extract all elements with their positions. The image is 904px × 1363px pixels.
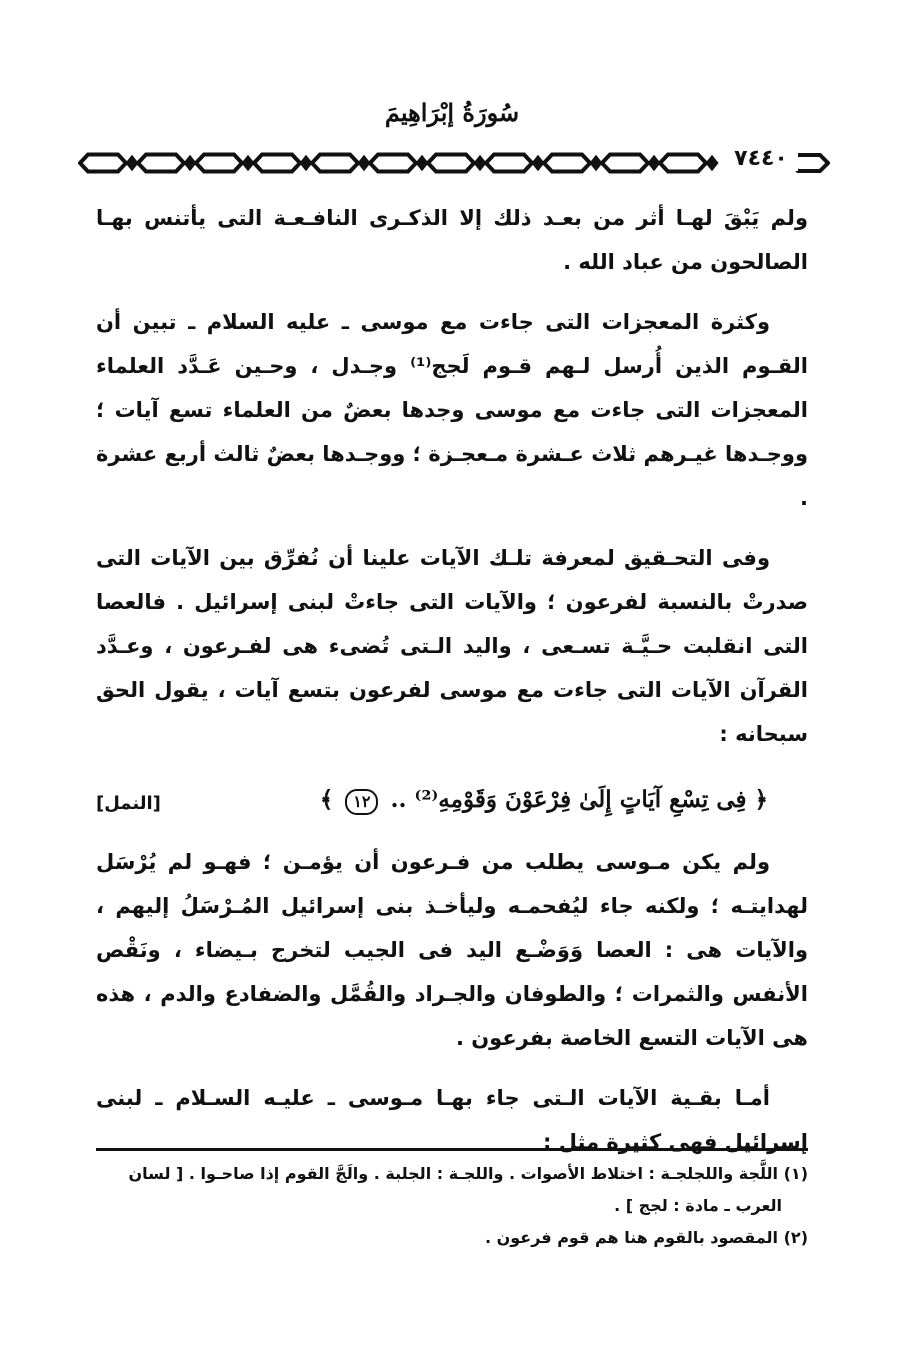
- ornament-diamond: [360, 158, 368, 168]
- ornament-link: [370, 155, 416, 172]
- ornament-diamond: [592, 158, 600, 168]
- ornament-diamond: [534, 158, 542, 168]
- verse-close: ﴾: [319, 786, 342, 813]
- verse-reference: [النمل]: [96, 793, 161, 814]
- ornament-diamond: [650, 158, 658, 168]
- ornament-link: [660, 155, 706, 172]
- footnotes: [96, 1158, 808, 1254]
- quran-verse-line: [96, 772, 808, 828]
- ornament-link: [254, 155, 300, 172]
- footnote-1-continued: العرب ـ مادة : لجج ] .: [614, 1196, 782, 1215]
- ornament-link: [486, 155, 532, 172]
- paragraph-1: ولم يَبْقَ لهـا أثر من بعـد ذلك إلا الذكـرى النافـعـة التى يأتنس بهـا الصالحون من عباد الله .: [96, 206, 808, 274]
- ornament-border: [78, 150, 830, 176]
- ornament-diamond: [708, 158, 716, 168]
- ayah-number: ١٢: [345, 789, 378, 815]
- ornament-diamond: [186, 158, 194, 168]
- paragraph-2: وكثرة المعجزات التى جاءت مع موسى ـ عليه السلام ـ تبين أن القـوم الذين أُرسل لـهم قـوم لَجج⁽¹⁾ وجـدل ، وحـين عَـدَّد العلماء المعجزات التى جاءت مع موسى وجدها بعضٌ من العلماء تسع آيات ؛ ووجـدها غيـرهم ثلاث عـشرة مـعجـزة ؛ ووجـدها بعضٌ ثالث أربع عشرة .: [96, 310, 808, 510]
- ornament-link: [312, 155, 358, 172]
- ornament-link: [428, 155, 474, 172]
- footnote-divider: [96, 1148, 808, 1151]
- footnote-2: (٢) المقصود بالقوم هنا هم قوم فرعون .: [484, 1228, 808, 1247]
- ornament-link: [602, 155, 648, 172]
- ornament-diamond: [476, 158, 484, 168]
- ornament-link: [196, 155, 242, 172]
- paragraph-4: ولم يكن مـوسى يطلب من فـرعون أن يؤمـن ؛ فهـو لم يُرْسَل لهدايتـه ؛ ولكنه جاء ليُفحمـه وليأخـذ بنى إسرائيل المُـرْسَلُ إليهم ، والآيات هى : العصا وَوَضْـع اليد فى الجيب لتخرج بـيضاء ، ونَقْص الأنفس والثمرات ؛ والطوفان والجـراد والقُمَّل والضفادع والدم ، هذه هى الآيات التسع الخاصة بفرعون .: [96, 850, 808, 1050]
- ornament-link: [544, 155, 590, 172]
- ornament-link: [80, 155, 126, 172]
- footnote-1: (١) اللَّجة واللجلجـة : اختلاط الأصوات . واللجـة : الجلبة . والَجَّ القوم إذا صاحـوا . [ لسان: [128, 1164, 808, 1183]
- ornament-diamond: [244, 158, 252, 168]
- paragraph-5: أمـا بقـية الآيات الـتى جاء بهـا مـوسى ـ عليـه السـلام ـ لبنى إسرائيل فهى كثيرة مثل :: [96, 1086, 808, 1154]
- quran-verse: [320, 778, 768, 822]
- ornament-diamond: [302, 158, 310, 168]
- ornament-diamond: [128, 158, 136, 168]
- paragraph-3: وفى التحـقيق لمعرفة تلـك الآيات علينا أن نُفرِّق بين الآيات التى صدرتْ بالنسبة لفرعون ؛ والآيات التى جاءتْ لبنى إسرائيل . فالعصا التى انقلبت حـيَّـة تسـعى ، واليد الـتى تُضىء هى لفـرعون ، وعـدَّد القرآن الآيات التى جاءت مع موسى لفرعون بتسع آيات ، يقول الحق سبحانه :: [96, 546, 808, 746]
- ornament-link: [138, 155, 184, 172]
- ornament-diamond: [418, 158, 426, 168]
- verse-text: ﴿ فِى تِسْعِ آيَاتٍ إِلَىٰ فِرْعَوْنَ وَقَوْمِهِ⁽²⁾ ..: [382, 786, 768, 813]
- surah-title: سُورَةُ إبْرَاهِيمَ: [384, 98, 520, 127]
- page-number: ٧٤٤٠: [724, 146, 798, 171]
- main-text: [96, 196, 808, 1180]
